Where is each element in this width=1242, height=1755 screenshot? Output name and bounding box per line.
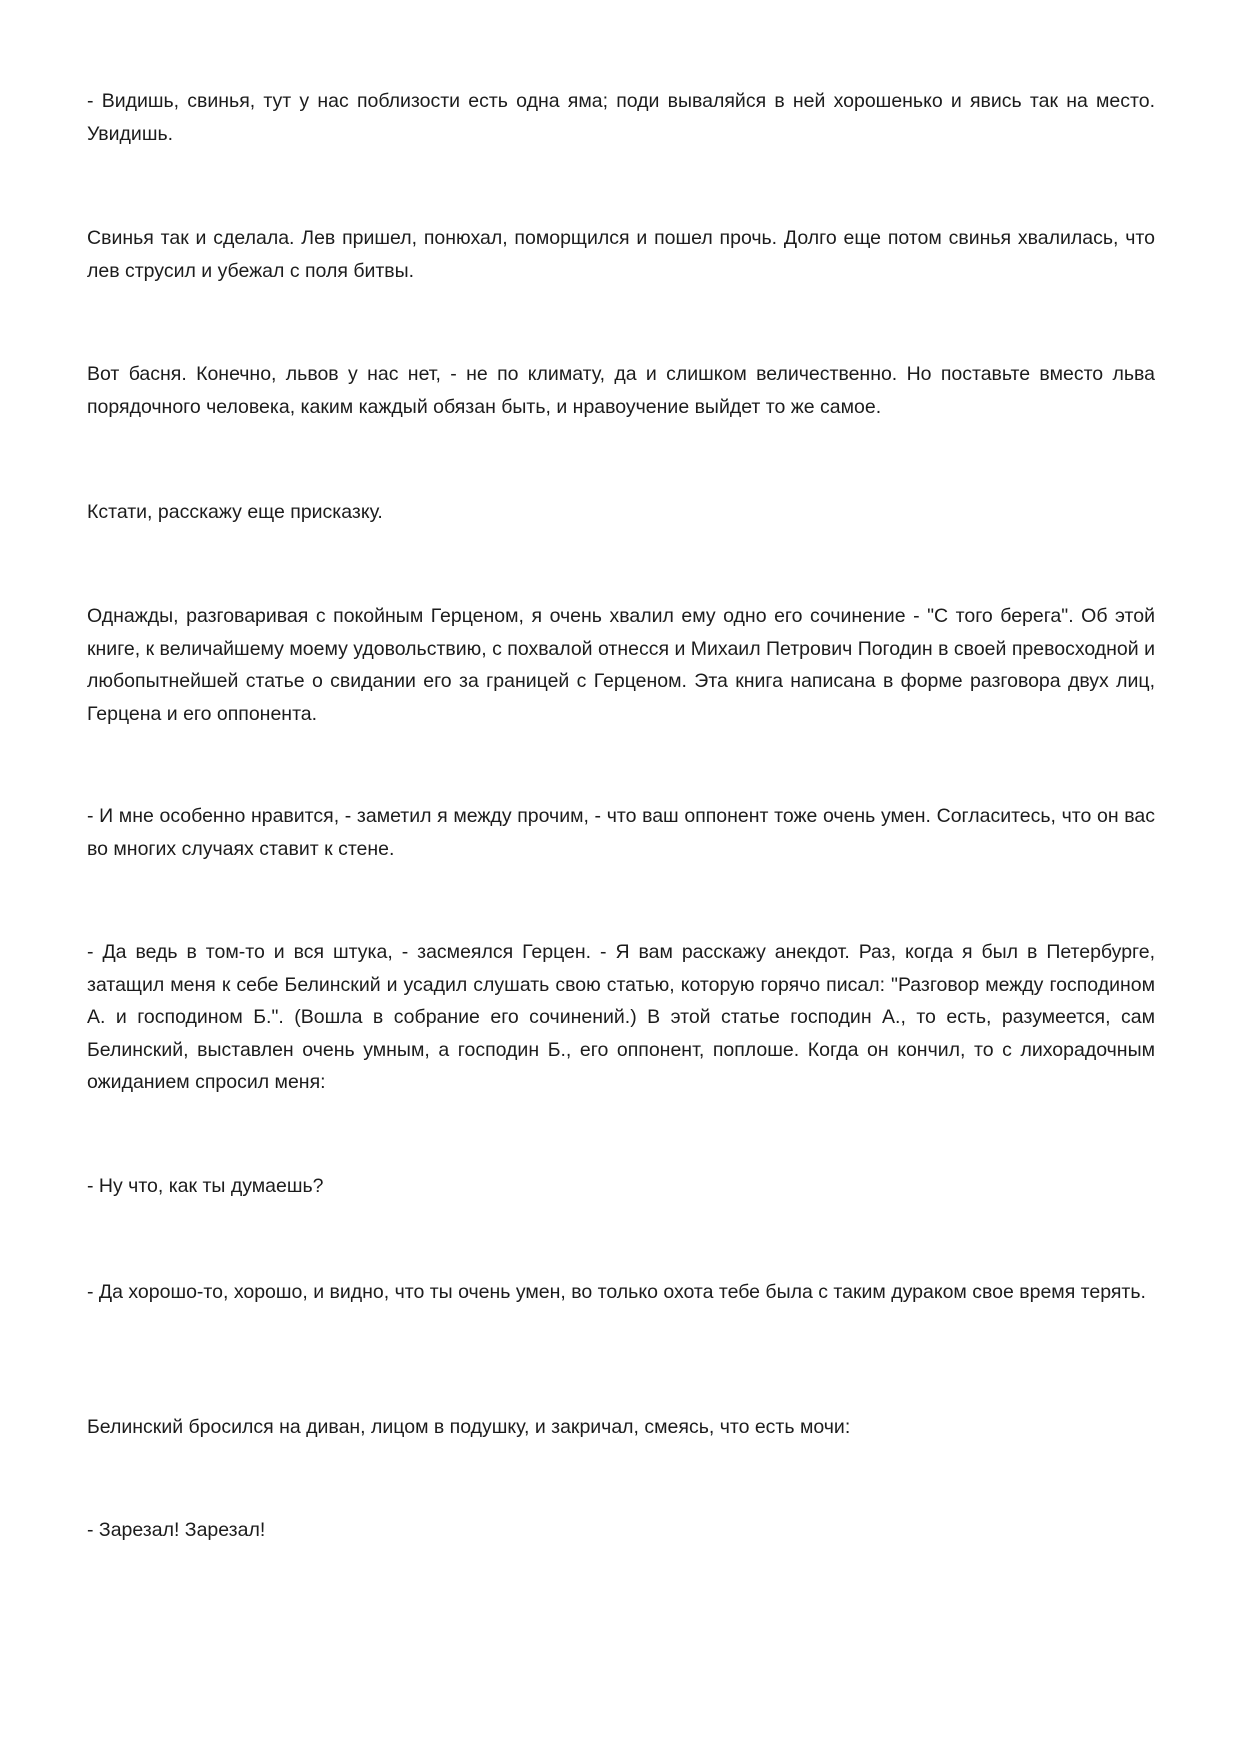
paragraph: - Ну что, как ты думаешь? [87,1175,324,1197]
paragraph: Однажды, разговаривая с покойным Герценом, я очень хвалил ему одно его сочинение - "С того берега". Об этой книге, к величайшему моему удовольствию, с похвалой отнесся и Михаил Петрович Погодин в своей превосходной и любопытнейшей статье о свидании его за границей с Герценом. Эта книга написана в форме разговора двух лиц, Герцена и его оппонента. [87,605,1155,725]
paragraph: Белинский бросился на диван, лицом в подушку, и закричал, смеясь, что есть мочи: [87,1416,851,1438]
paragraph: Вот басня. Конечно, львов у нас нет, - не по климату, да и слишком величественно. Но поставьте вместо льва порядочного человека, каким каждый обязан быть, и нравоучение выйдет то же самое. [87,363,1155,418]
paragraph: - Видишь, свинья, тут у нас поблизости есть одна яма; поди вываляйся в ней хорошенько и явись так на место. Увидишь. [87,90,1155,145]
paragraph: Свинья так и сделала. Лев пришел, понюхал, поморщился и пошел прочь. Долго еще потом свинья хвалилась, что лев струсил и убежал с поля битвы. [87,227,1155,282]
paragraph: - Да хорошо-то, хорошо, и видно, что ты очень умен, во только охота тебе была с таким дураком свое время терять. [87,1281,1146,1303]
paragraph: Кстати, расскажу еще присказку. [87,501,383,523]
paragraph: - Зарезал! Зарезал! [87,1519,266,1541]
paragraph: - Да ведь в том-то и вся штука, - засмеялся Герцен. - Я вам расскажу анекдот. Раз, когда я был в Петербурге, затащил меня к себе Белинский и усадил слушать свою статью, которую горячо писал: "Разговор между господином А. и господином Б.". (Вошла в собрание его сочинений.) В этой статье господин А., то есть, разумеется, сам Белинский, выставлен очень умным, а господин Б., его оппонент, поплоше. Когда он кончил, то с лихорадочным ожиданием спросил меня: [87,941,1155,1093]
paragraph: - И мне особенно нравится, - заметил я между прочим, - что ваш оппонент тоже очень умен. Согласитесь, что он вас во многих случаях ставит к стене. [87,805,1155,860]
